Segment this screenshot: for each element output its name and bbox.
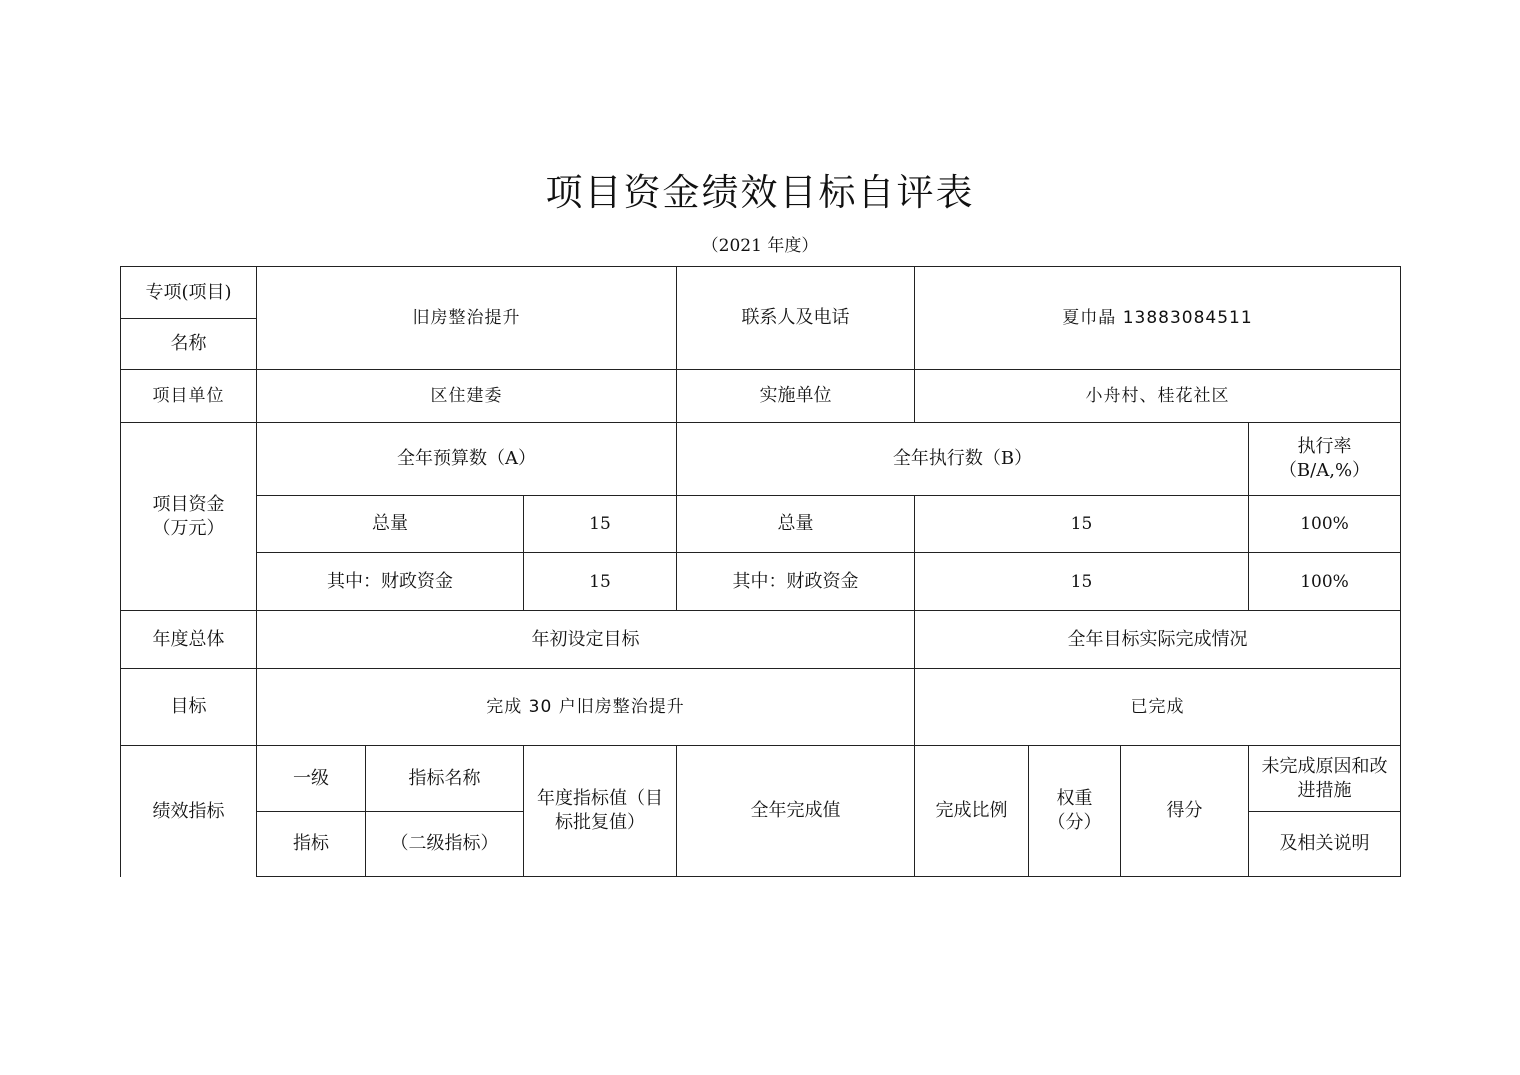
project-name-value: 旧房整治提升 [256,266,677,370]
execution-rate-header: 执行率 （B/A,%） [1248,422,1401,496]
contact-value: 夏巾晶 13883084511 [914,266,1401,370]
level1-indicator-label-top: 一级 [256,745,366,812]
performance-indicators-label: 绩效指标 [120,745,257,877]
fiscal-label-budget: 其中：财政资金 [256,552,524,611]
indicator-name-label-bottom: （二级指标） [365,811,524,877]
weight-label: 权重 （分） [1028,745,1121,877]
initial-goal-header: 年初设定目标 [256,610,915,669]
implementing-unit-value: 小舟村、桂花社区 [914,369,1401,423]
project-name-label-bottom: 名称 [120,318,257,370]
actual-completion-value: 已完成 [914,668,1401,746]
project-unit-value: 区住建委 [256,369,677,423]
total-execution-rate: 100% [1248,495,1401,553]
goal-label: 目标 [120,668,257,746]
fiscal-label-executed: 其中：财政资金 [676,552,915,611]
fiscal-execution-rate: 100% [1248,552,1401,611]
actual-completion-header: 全年目标实际完成情况 [914,610,1401,669]
total-label-executed: 总量 [676,495,915,553]
implementing-unit-label: 实施单位 [676,369,915,423]
annual-indicator-value-label: 年度指标值（目标批复值） [523,745,677,877]
initial-goal-value: 完成 30 户旧房整治提升 [256,668,915,746]
project-name-label-top: 专项(项目) [120,266,257,319]
annual-overall-label: 年度总体 [120,610,257,669]
completion-ratio-label: 完成比例 [914,745,1029,877]
level1-indicator-label-bottom: 指标 [256,811,366,877]
fiscal-executed-value: 15 [914,552,1249,611]
total-budget-value: 15 [523,495,677,553]
project-funds-label: 项目资金 （万元） [120,422,257,611]
fiscal-budget-value: 15 [523,552,677,611]
score-label: 得分 [1120,745,1249,877]
reason-label-bottom: 及相关说明 [1248,811,1401,877]
full-year-value-label: 全年完成值 [676,745,915,877]
contact-label: 联系人及电话 [676,266,915,370]
page-subtitle-year: （2021 年度） [701,236,819,256]
total-label-budget: 总量 [256,495,524,553]
executed-header: 全年执行数（B） [676,422,1249,496]
total-executed-value: 15 [914,495,1249,553]
budget-header: 全年预算数（A） [256,422,677,496]
indicator-name-label-top: 指标名称 [365,745,524,812]
project-unit-label: 项目单位 [120,369,257,423]
page-title: 项目资金绩效目标自评表 [545,171,975,214]
reason-label-top: 未完成原因和改进措施 [1248,745,1401,812]
